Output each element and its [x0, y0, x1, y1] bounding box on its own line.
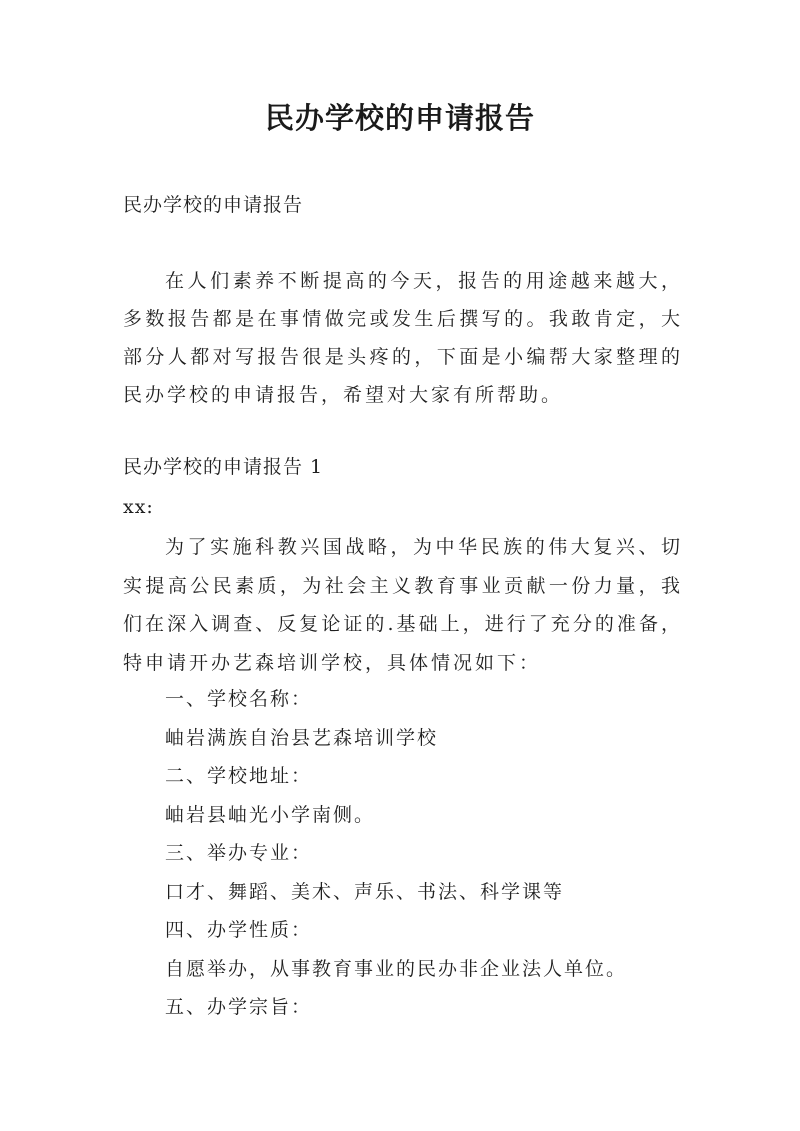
list-item: 岫岩县岫光小学南侧。 — [165, 803, 376, 826]
document-title: 民办学校的申请报告 — [264, 101, 535, 135]
list-item: 一、学校名称： — [165, 688, 313, 710]
list-item: 四、办学性质： — [165, 919, 313, 941]
item-list — [165, 680, 627, 1027]
list-item: 五、办学宗旨： — [165, 996, 313, 1018]
main-paragraph: 为了实施科教兴国战略，为中华民族的伟大复兴、切实提高公民素质，为社会主义教育事业贡献一份力量，我们在深入调查、反复论证的.基础上，进行了充分的准备，特申请开办艺森培训学校，具体情况如下： — [123, 536, 683, 674]
document-subtitle: 民办学校的申请报告 — [123, 194, 304, 216]
intro-paragraph: 在人们素养不断提高的今天，报告的用途越来越大，多数报告都是在事情做完或发生后撰写的。我敢肯定，大部分人都对写报告很是头疼的，下面是小编帮大家整理的民办学校的申请报告，希望对大家有所帮助。 — [123, 270, 683, 406]
list-item: 口才、舞蹈、美术、声乐、书法、科学课等 — [165, 880, 565, 903]
list-item: 自愿举办，从事教育事业的民办非企业法人单位。 — [165, 957, 628, 980]
section-heading: 民办学校的申请报告 1 — [123, 456, 324, 478]
list-item: 二、学校地址： — [165, 765, 313, 787]
list-item: 岫岩满族自治县艺森培训学校 — [165, 726, 439, 749]
list-item: 三、举办专业： — [165, 842, 313, 864]
salutation: xx: — [123, 496, 154, 518]
